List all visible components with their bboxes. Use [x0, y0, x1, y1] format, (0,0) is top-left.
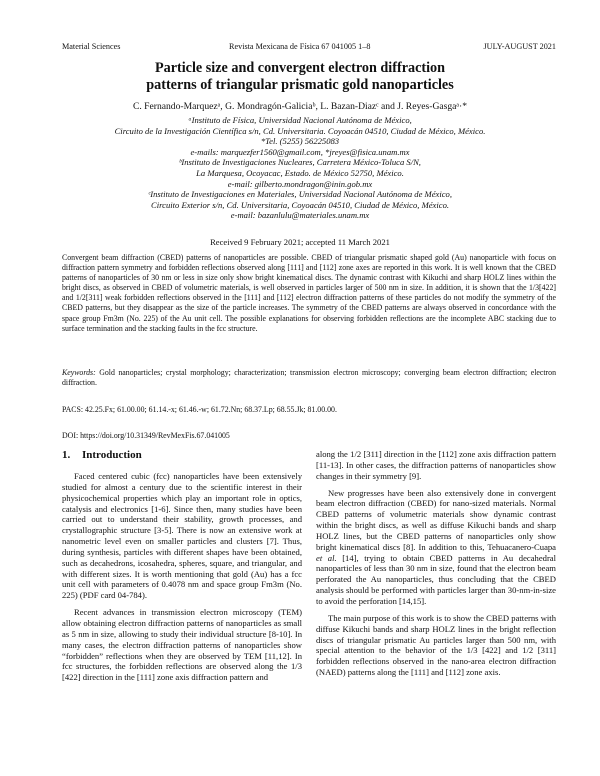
paragraph: The main purpose of this work is to show the CBED patterns with diffuse Kikuchi bands and sharp HOLZ lines in the bright reflection discs of triangular prismatic Au particles larger than 500 nm, with special attention to the behavior of the 1/3 [422] and 1/2 [311] forbidden reflections observed in the nano-area electron diffraction (NAED) patterns along the [111] and [112] zone axis. — [316, 612, 556, 678]
paragraph-text: New progresses have been also extensively done in convergent beam electron diffraction (CBED) for nano-sized materials. Normal CBED patterns of volumetric materials show dynamic contrast within the bright discs, as well as diffuse Kikuchi bands and sharp HOLZ lines, but the CBED patterns of nanoparticles only show bright kinematical discs [8]. In addition to this, Tehuacanero-Cuapa — [316, 487, 556, 552]
affiliation-line: La Marquesa, Ocoyacac, Estado. de México 52750, México. — [196, 167, 404, 178]
received-dates: Received 9 February 2021; accepted 11 March 2021 — [210, 237, 390, 247]
article-title — [0, 60, 600, 93]
paragraph: along the 1/2 [311] direction in the [112] zone axis diffraction pattern [11-13]. In other cases, the diffraction patterns of nanoparticles show changes in their symmetry [9]. — [316, 449, 556, 481]
author-list: C. Fernando-Marquezᵃ, G. Mondragón-Galiciaᵇ, L. Bazan-Diazᶜ and J. Reyes-Gasgaᵃ·* — [132, 101, 468, 112]
affiliation-line: ᵃInstituto de Física, Universidad Nacional Autónoma de México, — [188, 115, 412, 125]
header-issue-date: JULY-AUGUST 2021 — [483, 42, 556, 51]
affiliation-line: *Tel. (5255) 56225083 — [260, 136, 340, 147]
pacs-codes: PACS: 42.25.Fx; 61.00.00; 61.14.-x; 61.46.-w; 61.72.Nn; 68.37.Lp; 68.55.Jk; 81.00.00. — [62, 405, 337, 414]
header-journal-section: Material Sciences — [62, 42, 121, 51]
paragraph-text: [14], trying to obtain CBED patterns in Au decahedral nanoparticles of less than 30 nm in size, found that the electron beam perforated the Au nanoparticles, thus concluding that the CBED analysis should be performed with particles larger than 30-nm-in-size to avoid the perforation [14,15]. — [316, 552, 557, 606]
article-title-line-2: patterns of triangular prismatic gold nanoparticles — [146, 76, 454, 93]
paragraph — [316, 488, 556, 607]
doi-link[interactable]: DOI: https://doi.org/10.31349/RevMexFis.67.041005 — [62, 431, 230, 440]
section-title: Introduction — [82, 449, 142, 461]
affiliations — [0, 115, 600, 221]
section-heading-introduction — [62, 449, 142, 461]
abstract: Convergent beam diffraction (CBED) patterns of nanoparticles are possible. CBED of triangular prismatic shaped gold (Au) nanoparticle with focus on diffraction pattern symmetry and forbidden reflections observed along [111] and [112] zone axes are reported in this work. It is well known that the CBED patterns of nanoparticles of 30 nm or less in size only show bright kinematical discs. The dynamic contrast with Kikuchi and sharp HOLZ lines within the bright discs, as observed in CBED of volumetric materials, is well observed in particles larger of 500 nm in size. In addition, it is shown that the 1/3[422] and 1/2[311] weak forbidden reflections observed in the [111] and [112] electron diffraction patterns of these particles do not modify the symmetry of the CBED patterns, but they disappear as the size of the particle increases. The symmetry of the CBED patterns are always observed in concordance with the space group Fm3m (No. 225) of the Au unit cell. The possible explanations for observing forbidden reflections are the incomplete ABC stacking due to surface termination and the stacking faults in the fcc structure. — [62, 253, 556, 333]
keywords — [62, 368, 556, 388]
section-number: 1. — [62, 449, 71, 461]
affiliation-email[interactable]: e-mail: bazanlulu@materiales.unam.mx — [230, 210, 370, 221]
affiliation-line: Circuito Exterior s/n, Cd. Universitaria, Coyoacán 04510, Ciudad de México, México. — [150, 199, 450, 210]
paragraph: Recent advances in transmission electron microscopy (TEM) allow obtaining electron diffraction patterns of nanoparticles as small as 5 nm in size, allowing to study their individual structure [8-10]. In many cases, the electron diffraction patterns of nanoparticles show “forbidden” reflections when they are observed by TEM [11,12]. In fcc structures, the forbidden reflections are observed along the 1/3 [422] direction in the [111] zone axis diffraction pattern and — [62, 607, 302, 683]
header-journal-citation: Revista Mexicana de Física 67 041005 1–8 — [229, 42, 371, 51]
keywords-label: Keywords: — [62, 368, 96, 377]
affiliation-line: Circuito de la Investigación Científica s/n, Cd. Universitaria. Coyoacán 04510, Ciudad de México, México. — [114, 125, 486, 136]
right-column — [316, 449, 556, 678]
paragraph-etal: et al. — [316, 552, 337, 563]
paragraph: Faced centered cubic (fcc) nanoparticles have been extensively studied for almost a century due to the scientific interest in their physicochemical properties which play an important role in optics, catalysis and electronics [1-6]. Since then, many studies have been carried out to understand their stability, growth processes, and crystallographic structure [3-5]. There is now an extensive work at nanometric level even on smaller particles and clusters [7]. Thus, during synthesis, particles with different shapes have been obtained, such as decahedrons, icosahedra, spheres, square, and triangular, and with different sizes. It is worth mentioning that gold (Au) has a fcc unit cell with parameters of 0.4078 nm and space group Fm3m (No. 225) (PDF card 04-784). — [62, 471, 302, 601]
affiliation-line: ᶜInstituto de Investigaciones en Materiales, Universidad Nacional Autónoma de México, — [147, 189, 452, 200]
article-title-line-1: Particle size and convergent electron diffraction — [154, 60, 446, 76]
left-column — [62, 471, 302, 683]
affiliation-line: ᵇInstituto de Investigaciones Nucleares, Carretera México-Toluca S/N, — [179, 157, 421, 168]
affiliation-email[interactable]: e-mails: marquezfer1560@gmail.com, *jreyes@fisica.unam.mx — [190, 146, 410, 157]
affiliation-email[interactable]: e-mail: gilberto.mondragon@inin.gob.mx — [227, 178, 373, 189]
keywords-text: Gold nanoparticles; crystal morphology; characterization; transmission electron microscopy; converging beam electron diffraction; electron diffraction. — [62, 368, 556, 388]
